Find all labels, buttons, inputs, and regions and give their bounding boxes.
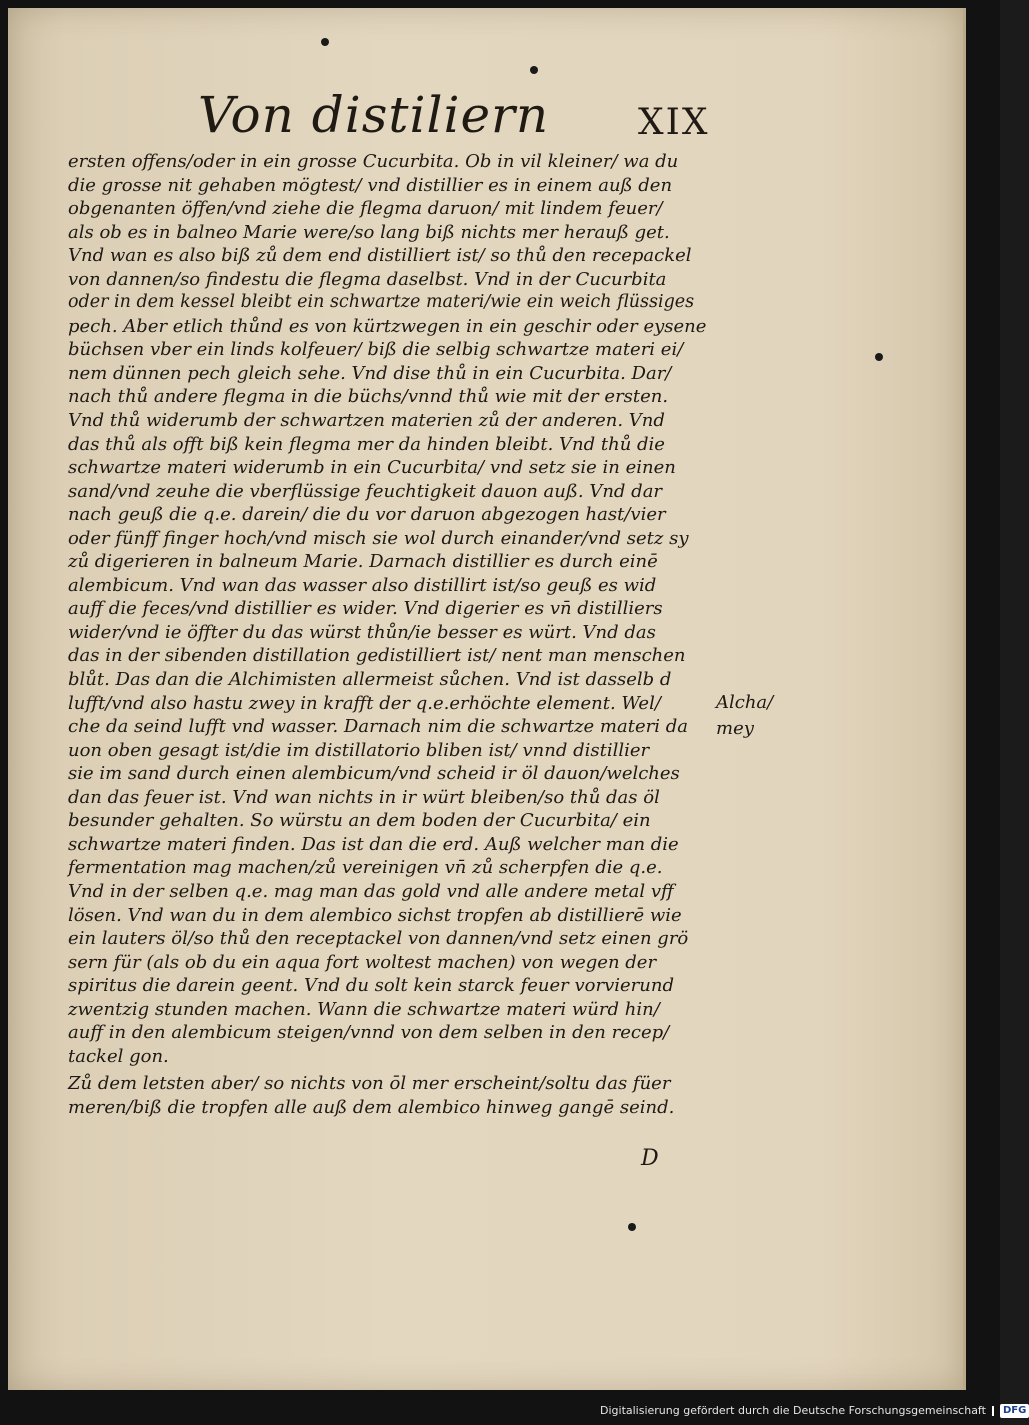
text-line: sern für (als ob du ein aqua fort woltest machen) von wegen der [68, 951, 657, 973]
marginal-note-line: Alcha/ [716, 692, 774, 713]
text-line: wider/vnd ie öffter du das würst thůn/ie besser es würt. Vnd das [68, 621, 656, 643]
text-line: als ob es in balneo Marie were/so lang biß nichts mer herauß get. [68, 221, 670, 243]
text-line: meren/biß die tropfen alle auß dem alembico hinweg gangē seind. [68, 1096, 675, 1118]
text-line: büchsen vber ein linds kolfeuer/ biß die selbig schwartze materi ei/ [68, 339, 684, 361]
text-line: nach thů andere flegma in die büchs/vnnd thů wie mit der ersten. [68, 386, 669, 408]
text-line: zwentzig stunden machen. Wann die schwartze materi würd hin/ [68, 998, 660, 1020]
text-line: zů digerieren in balneum Marie. Darnach distillier es durch einē [68, 551, 658, 573]
running-title: Von distiliern [198, 86, 550, 144]
text-line: oder in dem kessel bleibt ein schwartze materi/wie ein weich flüssiges [68, 292, 695, 313]
text-line: oder fünff finger hoch/vnd misch sie wol durch einander/vnd setz sy [68, 527, 689, 549]
text-line: auff die feces/vnd distillier es wider. Vnd digerier es vn̄ distilliers [68, 598, 663, 620]
dfg-logo-icon [992, 1406, 994, 1416]
text-line: von dannen/so findestu die flegma daselbst. Vnd in der Cucurbita [68, 268, 667, 290]
folio-number: XIX [638, 102, 710, 143]
text-line: lösen. Vnd wan du in dem alembico sichst tropfen ab distillierē wie [68, 904, 682, 926]
text-line: das thů als offt biß kein flegma mer da hinden bleibt. Vnd thů die [68, 433, 665, 455]
text-line: besunder gehalten. So würstu an dem boden der Cucurbita/ ein [68, 810, 651, 832]
text-line: tackel gon. [68, 1045, 169, 1067]
text-line: Zů dem letsten aber/ so nichts von ōl mer erscheint/soltu das füer [68, 1073, 671, 1095]
text-line: spiritus die darein geent. Vnd du solt kein starck feuer vorvierund [68, 975, 674, 997]
text-line: pech. Aber etlich thůnd es von kürtzwegen in ein geschir oder eysene [68, 315, 707, 337]
text-line: ersten offens/oder in ein grosse Cucurbita. Ob in vil kleiner/ wa du [68, 151, 679, 172]
text-line: das in der sibenden distillation gedistilliert ist/ nent man menschen [68, 645, 686, 667]
text-line: lufft/vnd also hastu zwey in krafft der q.e.erhöchte element. Wel/ [68, 692, 661, 714]
body-text [68, 150, 708, 1119]
binding-hole [875, 353, 883, 361]
text-line: Vnd wan es also biß zů dem end distilliert ist/ so thů den recepackel [68, 245, 692, 267]
binding-hole [321, 38, 329, 46]
marginal-note-line: mey [716, 718, 754, 739]
text-line: dan das feuer ist. Vnd wan nichts in ir würt bleiben/so thů das öl [68, 786, 660, 808]
footer-credit: Digitalisierung gefördert durch die Deutsche Forschungsgemeinschaft [600, 1404, 986, 1417]
text-line: alembicum. Vnd wan das wasser also distillirt ist/so geuß es wid [68, 574, 657, 596]
text-line: fermentation mag machen/zů vereinigen vn̄ zů scherpfen die q.e. [68, 857, 663, 879]
text-line: schwartze materi widerumb in ein Cucurbita/ vnd setz sie in einen [68, 457, 676, 479]
text-line: obgenanten öffen/vnd ziehe die flegma daruon/ mit lindem feuer/ [68, 198, 663, 220]
binding-hole [628, 1223, 636, 1231]
text-line: sie im sand durch einen alembicum/vnd scheid ir öl dauon/welches [68, 763, 680, 785]
text-line: sand/vnd zeuhe die vberflüssige feuchtigkeit dauon auß. Vnd dar [68, 480, 663, 502]
binding-hole [530, 66, 538, 74]
text-line: ein lauters öl/so thů den receptackel von dannen/vnd setz einen grö [68, 928, 689, 950]
text-line: nem dünnen pech gleich sehe. Vnd dise thů in ein Cucurbita. Dar/ [68, 362, 672, 384]
catchword: D [641, 1146, 659, 1171]
text-line: blůt. Das dan die Alchimisten allermeist sůchen. Vnd ist dasselb d [68, 669, 672, 691]
text-line: die grosse nit gehaben mögtest/ vnd distillier es in einem auß den [68, 174, 673, 196]
running-head [198, 86, 718, 156]
text-line: Vnd in der selben q.e. mag man das gold vnd alle andere metal vff [68, 880, 674, 902]
text-line: uon oben gesagt ist/die im distillatorio bliben ist/ vnnd distillier [68, 739, 650, 761]
text-line: nach geuß die q.e. darein/ die du vor daruon abgezogen hast/vier [68, 504, 666, 526]
dfg-logo-text: DFG [1000, 1404, 1029, 1418]
text-line: che da seind lufft vnd wasser. Darnach nim die schwartze materi da [68, 716, 688, 738]
text-line: schwartze materi finden. Das ist dan die erd. Auß welcher man die [68, 833, 679, 855]
digitization-footer [600, 1402, 1027, 1420]
text-line: Vnd thů widerumb der schwartzen materien zů der anderen. Vnd [68, 410, 665, 432]
marginal-note [716, 690, 776, 742]
text-line: auff in den alembicum steigen/vnnd von dem selben in den recep/ [68, 1022, 670, 1044]
